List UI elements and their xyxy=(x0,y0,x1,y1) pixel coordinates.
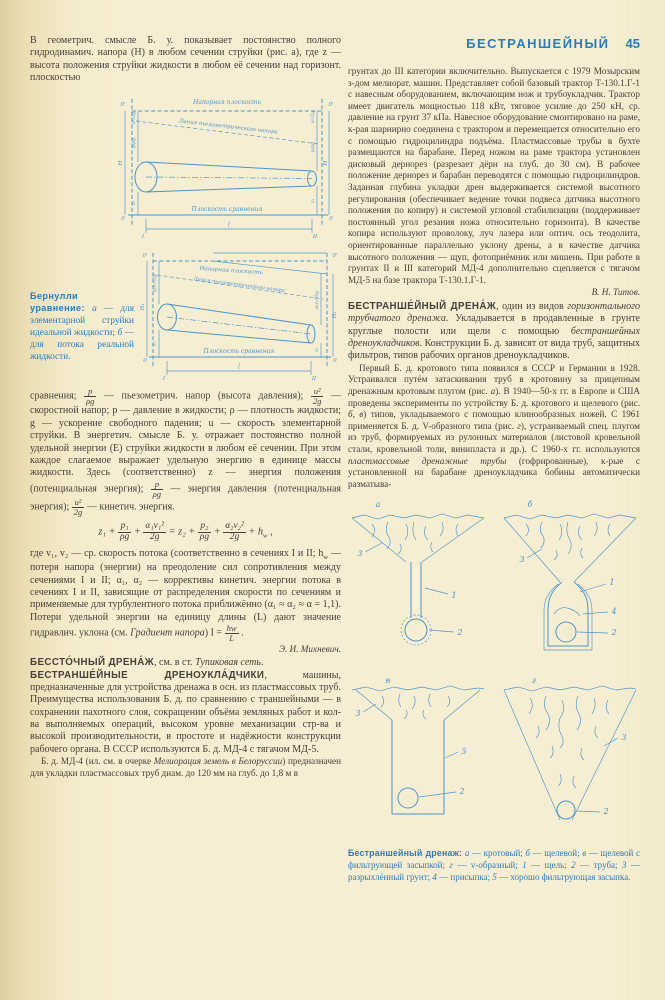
fig-a-origin-top-left: 0' xyxy=(120,101,126,108)
figure-bernoulli-a xyxy=(116,89,341,243)
paragraph: грунтах до III категории включительно. Выпускается с 1979 Мозырским з-дом мелиорат. машин. Представляет собой базовый трактор Т-130.1.Г-1 с навесным оборудованием, включающим нож и трубоукладчик. Трактор имеет двигатель мощностью 118 кВт, тяговое усилие до 250 кН, ср. давление на грунт 37 кПа. Навесное оборудование смонтировано на раме, к-рая шарнирно соединена с трактором и перемещается относительно его с помощью гидроцилиндра подъёма. Пластмассовые трубы в бухте размещаются на барабане. Перед ножом на раме трактора установлен дисковый дернорез (разрезает дёрн на глуб. до 30 см). В рабочее положение дернорез и барабан переводятся с помощью гидроцилиндров. Заданная глубина укладки дрен выдерживается системой высотного регулирования (обеспечивает ведение точки подвеса датчика высотного положения по копиру) и системой угловой стабилизации (поддерживает постоянный угол резания ножа относительно горизонта). В качестве копира используют проволоку, луч лазера или оптич. ось теодолита, ориентированные параллельно уклону дрены, а в качестве датчика высотного положения — щуп, фотоприёмник или мишень. При работе в грунтах II и III категорий МД-4 дополнительно сцепляется с тягачом МД-5 на базе трактора Т-130.1.Г-1. xyxy=(348,66,640,285)
fig-b-origin-bottom-right: 0 xyxy=(333,357,337,364)
fig-b-label-pressure-plane: Напорная плоскость xyxy=(199,265,263,277)
bernoulli-equation: z₁ + $\frac{\text{p₁}}{\rho g}$ + $\frac{\text{α₁v₁²}}{2g}$ = z₂ + $\frac{\text{p₂}}{\rho g}$ + $\frac{\text{α₂v₂²}}{2g}$ + $h_w$ , xyxy=(98,520,273,542)
fig-a-label-z1: z₁ xyxy=(132,200,137,205)
fig-b-origin-bottom-left: 0 xyxy=(143,357,147,364)
fig-a-label-section-2: II xyxy=(312,233,318,239)
fig-a-label-piezometric-line: Линия пьезометрического напора xyxy=(178,117,278,136)
page-number: 45 xyxy=(625,36,640,51)
fig-a-label-datum-plane: Плоскость сравнения xyxy=(191,205,263,213)
fig-xa-label-3: 3 xyxy=(357,549,363,559)
fig-b-origin-top-left: 0' xyxy=(142,252,148,259)
drainage-type-g-vshape-icon xyxy=(500,674,640,844)
fig-b-label-z1: z₁ xyxy=(153,341,158,347)
bernoulli-diagram-ideal-stream-icon xyxy=(116,89,338,239)
fig-b-label-section-1: I xyxy=(162,375,166,381)
bernoulli-diagram-real-flow-icon xyxy=(139,245,341,381)
drainage-type-a-mole-icon xyxy=(348,498,488,668)
fig-b-label-alpha1: α₁v₁²/2g xyxy=(153,274,158,292)
paragraph: В геометрич. смысле Б. у. показывает постоянство полного гидродинамич. напора (Н) в любом сечении струйки (рис. а), где z — высота положения струйки жидкости в любом её сечении над горизонт. плоскостью xyxy=(30,35,341,84)
paragraph: сравнения; $\frac{p}{\rho g}$ — пьезометрич. напор (высота давления); $\frac{\text{u²}}{2g}$ — скоростной напор; p — давление в жидкости; ρ — плотность жидкости; g — ускорение свободного падения; u — скорость элементарной струйки. В энергетич. смысле Б. у. отражает постоянство полной удельной энергии (E) струйки жидкости в любом её сечении. При этом каждое слагаемое выражает удельную энергию в единице массы жидкости. Здесь (соответственно) z — энергия положения (потенциальная энергия); $\frac{p}{\rho g}$ — энергия давления (потенциальная энергия); $\frac{\text{u²}}{2g}$ — кинетич. энергия. xyxy=(30,385,341,518)
fig-xb-label-3: 3 xyxy=(519,555,525,565)
fig-b-label-piezometric-line: Линия пьезометрического напора xyxy=(192,275,286,294)
fig-a-origin-bottom-left: 0 xyxy=(121,215,125,222)
fig-b-label-h1: H₁ xyxy=(140,303,146,311)
fig-xg-label-2: 2 xyxy=(603,807,609,817)
fig-b-label-section-2: II xyxy=(311,375,317,381)
fig-a-label-velocity-head-right: u²/2g xyxy=(311,110,316,123)
drainage-figure-caption: Бестраншейный дренаж: а — кротовый; б — щелевой; в — щелевой с фильтрующей засыпкой; г — v-образный; 1 — щель; 2 — труба; 3 — разрыхлённый грунт; 4 — присыпка; 5 — хорошо фильтрующая засыпка. xyxy=(348,848,640,882)
fig-xa-label-1: 1 xyxy=(451,591,457,601)
fig-b-label-h2: H₂ xyxy=(332,311,338,319)
drainage-type-v-slot-filter-icon xyxy=(348,674,488,844)
left-column xyxy=(30,35,341,779)
fig-xv-label-5: 5 xyxy=(461,747,467,757)
fig-xa-label-2: 2 xyxy=(457,628,463,638)
paragraph: Первый Б. д. кротового типа появился в СССР и Германии в 1928. Устраивался путём затаскивания труб в кротовину за прицепным дренажным кротовым плугом (рис. а). В 1940—50-х гг. в Европе и США проведены эксперименты по устройству Б. д. кротового и щелевого (рис. б, в) типов, укладываемого с помощью клинообразных ножей. С 1961 применяется Б. д. V-образного типа (рис. г), устраиваемый спец. плугом из труб, формируемых из рулонных материалов (листовой кровельной стали, кровельной толи, винипласта и др.). С 1960-х гг. используются пластмассовые дренажные трубы (гофрированные), к-рые с установленной на барабане дреноукладчика бобины автоматически разматыва- xyxy=(348,362,641,489)
paragraph: Б. д. МД-4 (ил. см. в очерке Мелиорация земель в Белоруссии) предназначен для укладки пластмассовых труб диам. до 120 мм на глуб. до 1,8 м в xyxy=(30,756,342,778)
fig-xv-label-2: 2 xyxy=(459,787,465,797)
entry-bestransheyny-drenazh: БЕСТРАНШЕ́ЙНЫЙ ДРЕНА́Ж, один из видов горизонтального трубчатого дренажа. Укладывается в продавленные в грунте круглые полости или щели с помощью бестраншейных дреноукладчиков. Конструкции Б. д. зависят от вида труб, защитных фильтров, типов рабочих органов дреноукладчиков. xyxy=(348,300,640,362)
running-head-title: БЕСТРАНШЕЙНЫЙ xyxy=(466,36,610,51)
fig-xv-letter: в xyxy=(385,676,391,686)
fig-xb-letter: б xyxy=(527,500,533,510)
fig-a-label-pressure-head-left: p/ρg xyxy=(132,137,137,148)
bernoulli-figure-caption: Бернулли уравнение: а — для элементарной струйки идеальной жидкости; б — для потока реальной жидкости. xyxy=(30,290,135,363)
entry-bestransheynye-drenoukladchiki: БЕСТРАНШЕ́ЙНЫЕ ДРЕНОУКЛА́ДЧИКИ, машины, предназначенные для устройства дренажа в осн. из пластмассовых труб. Преимущества использования Б. д. по сравнению с траншейными — в сохранении пахотного слоя, сокращении объёма земляных работ и кол-ва выполняемых операций, высоком уровне механизации стр-ва и высокой производительности, в простоте и надёжности конструкции рабочего органа. В СССР используются Б. д. МД-4 с тягачом МД-5. xyxy=(30,669,341,755)
fig-a-label-pressure-plane: Напорная плоскость xyxy=(193,98,261,106)
entry-besstochny-drenazh: БЕССТО́ЧНЫЙ ДРЕНА́Ж, см. в ст. Тупиковая сеть. xyxy=(30,657,264,669)
fig-xv-label-3: 3 xyxy=(355,709,361,719)
author-signature: В. Н. Титов. xyxy=(591,287,640,298)
fig-a-origin-top-right: 0' xyxy=(328,101,334,108)
fig-a-label-total-head-right: H xyxy=(323,160,329,166)
figure-bernoulli-b-row xyxy=(30,245,341,381)
running-head xyxy=(348,36,640,51)
author-signature: Э. И. Михневич. xyxy=(278,643,341,654)
fig-a-label-total-head-left: H xyxy=(118,160,124,166)
fig-xa-letter: а xyxy=(375,500,381,510)
fig-xg-label-3: 3 xyxy=(621,733,627,743)
fig-a-label-pressure-head-right: p/ρg xyxy=(311,141,316,152)
fig-b-label-z2: z₂ xyxy=(315,347,320,353)
drainage-cross-sections xyxy=(348,498,640,844)
fig-a-origin-bottom-right: 0 xyxy=(329,215,333,222)
right-column xyxy=(348,66,640,883)
fig-xg-letter: г xyxy=(531,676,537,686)
fig-xb-label-2: 2 xyxy=(611,628,617,638)
fig-b-label-alpha2: α₂v₂²/2g xyxy=(315,291,320,309)
fig-b-label-datum-plane: Плоскость сравнения xyxy=(203,347,275,355)
fig-a-label-velocity-head-left: u²/2g xyxy=(132,111,137,124)
fig-b-origin-top-right: 0' xyxy=(332,252,338,259)
fig-xb-label-1: 1 xyxy=(609,578,615,588)
drainage-type-b-slot-icon xyxy=(500,498,640,668)
fig-a-label-z2: z₂ xyxy=(311,198,316,203)
fig-a-label-length: l xyxy=(228,221,230,229)
fig-a-label-section-1: I xyxy=(141,233,145,239)
fig-b-label-length: l xyxy=(238,363,240,371)
paragraph: где v₁, v₂ — ср. скорость потока (соответственно в сечениях I и II; $h_w$ — потеря напора (энергии) на преодоление сил сопротивления между сечениями I и II; α₁, α₂ — коррективы кинетич. энергии потока в сечениях I и II, зависящие от распределения скорости по сечениям и применяемые для турбулентного потока приближённо (α₁ ≈ α₂ ≈ α = 1,1). Потери удельной энергии на единицу длины (L) дают значение гидравлич. уклона (см. Градиент напора) I = $\frac{hw}{L}$ . xyxy=(30,548,341,643)
fig-xb-label-4: 4 xyxy=(611,607,617,617)
